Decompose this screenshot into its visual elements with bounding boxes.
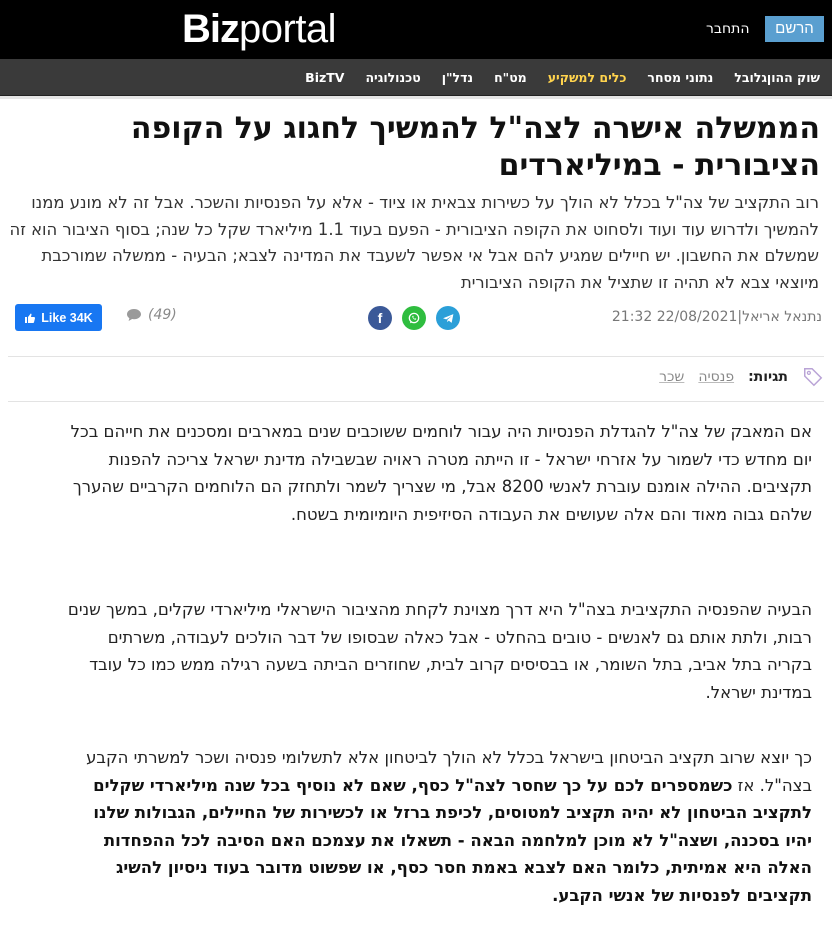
paragraph-text: כך יוצא שרוב תקציב הביטחון בישראל בכלל לא הולך לביטחון אלא לתשלומי פנסיה ושכר למשרתי הקבע בצה"ל. אז xyxy=(86,748,812,795)
login-link[interactable]: התחבר xyxy=(706,21,750,37)
nav-item-global[interactable]: גלובל xyxy=(734,70,767,85)
author-name[interactable]: נתנאל אריאל xyxy=(742,309,822,325)
divider xyxy=(8,401,824,402)
facebook-like-button[interactable] xyxy=(15,304,102,331)
comments-link[interactable] xyxy=(126,307,177,323)
facebook-icon[interactable]: f xyxy=(368,306,392,330)
article-meta xyxy=(0,303,832,333)
tag-icon xyxy=(802,366,824,388)
byline xyxy=(612,309,822,325)
nav-item-market[interactable]: שוק ההון xyxy=(766,70,820,85)
nav-item-trading-data[interactable]: נתוני מסחר xyxy=(647,70,714,85)
article-paragraph: אם המאבק של צה"ל להגדלת הפנסיות היה עבור לוחמים ששוכבים שנים במארבים ומסכנים את חייהם בכל יום מחדש כדי לשמור על אזרחי ישראל - זו הייתה מטרה ראויה שבשבילה מדינת ישראל צריכה להפנות תקציבים. ההילה אומנם עוברת לאנשי 8200 אבל, מי שצריך לשמר ולתחזק הם הלוחמים הקרביים שהערך שלהם גבוה מאוד והם אלה שעושים את העבודה הסיזיפית היומיומית בשטח. xyxy=(70,422,812,524)
comments-count: (49) xyxy=(148,307,177,323)
article-subtitle: רוב התקציב של צה"ל בכלל לא הולך על כשירות צבאית או ציוד - אלא על הפנסיות והשכר. אבל זה לא מונע ממנו להמשיך ולדרוש עוד ועוד ולסחוט את הקופה הציבורית - הפעם בעוד 1.1 מיליארד שקל כל שנה; בסוף הציבור הוא זה שמשלם את החשבון. יש חיילים שמגיע להם אבל אי אפשר לשעבד את המדינה לצבא; הבעיה - ממשלה שמורכבת מיוצאי צבא לא תהיה זו שתציל את הקופה הציבורית xyxy=(9,193,819,292)
nav-item-realestate[interactable]: נדל"ן xyxy=(441,70,474,85)
byline-separator: | xyxy=(737,309,743,325)
like-count: Like 34K xyxy=(41,310,93,325)
tags-label: תגיות: xyxy=(748,369,788,385)
article-paragraph xyxy=(67,744,812,910)
telegram-icon[interactable] xyxy=(436,306,460,330)
thumbs-up-icon xyxy=(24,312,36,324)
whatsapp-icon[interactable] xyxy=(402,306,426,330)
article-paragraph: הבעיה שהפנסיה התקציבית בצה"ל היא דרך מצוינת לקחת מהציבור הישראלי מיליארדי שקלים, במשך שנים רבות, ולתת אותם גם לאנשים - טובים בהחלט - אבל כאלה שבסופו של דבר הולכים לעבודה, משרתים בקריה בתל אביב, בתל השומר, או בבסיסים קרוב לבית, שחוזרים הביתה בשעה רגילה ממש כמו כל עובד במדינת ישראל. xyxy=(67,600,812,702)
nav-item-investor-tools[interactable]: כלים למשקיע xyxy=(547,70,627,85)
bizportal-logo[interactable] xyxy=(182,7,336,51)
nav-item-forex[interactable]: מט"ח xyxy=(494,70,527,85)
main-nav xyxy=(0,59,832,96)
tags-row xyxy=(659,366,824,388)
nav-item-technology[interactable]: טכנולוגיה xyxy=(365,70,421,85)
tag-pension[interactable]: פנסיה xyxy=(698,369,735,385)
paragraph-bold-text: כשמספרים לכם על כך שחסר לצה"ל כסף, שאם לא נוסיף בכל שנה מיליארדי שקלים לתקציב הביטחון לא יהיה תקציב למטוסים, לכיפת ברזל או לכשירות של החיילים, הגבולות שלנו יהיו בסכנה, ושצה"ל לא מוכן למלחמה הבאה - תשאלו את עצמכם האם הסיבה לכל ההפחדות האלה היא אמיתית, כלומר האם לצבא באמת חסר כסף, או שפשוט מדובר בעוד ניסיון להשיג תקציבים לפנסיות של אנשי הקבע. xyxy=(93,775,812,905)
top-header xyxy=(0,0,832,59)
speech-bubble-icon xyxy=(126,308,142,322)
tag-salary[interactable]: שכר xyxy=(659,369,685,385)
share-buttons xyxy=(368,306,460,330)
nav-divider xyxy=(0,96,832,99)
nav-item-biztv[interactable]: BizTV xyxy=(305,70,345,85)
divider xyxy=(8,356,824,357)
nav-list xyxy=(284,59,820,96)
register-button[interactable]: הרשם xyxy=(765,16,824,42)
logo-portal: portal xyxy=(239,7,337,51)
publish-date: 22/08/2021 21:32 xyxy=(611,309,738,325)
logo-biz: Biz xyxy=(182,7,239,51)
article-title: הממשלה אישרה לצה"ל להמשיך לחגוג על הקופה הציבורית - במיליארדים xyxy=(130,111,820,183)
